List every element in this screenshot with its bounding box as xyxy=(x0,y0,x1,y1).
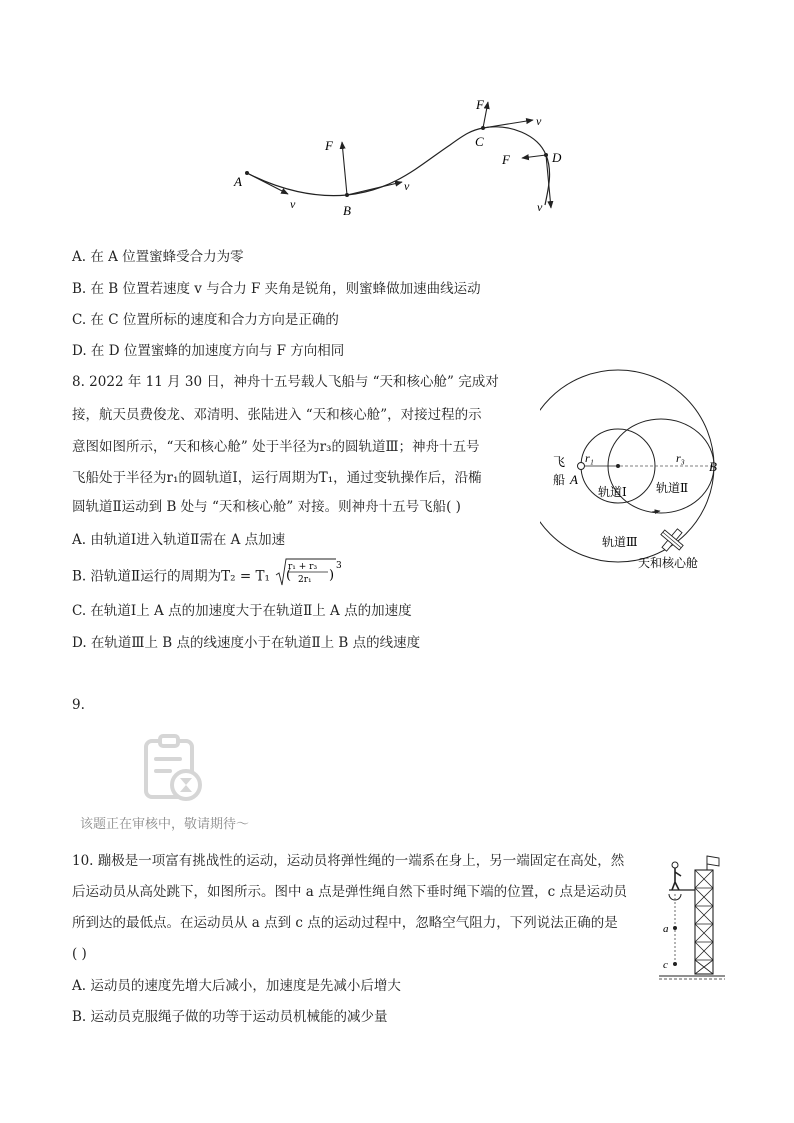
label-f-d: F xyxy=(502,152,510,167)
svg-text:(: ( xyxy=(286,568,292,583)
label-v-d: v xyxy=(537,200,543,214)
velocity-arrow-a xyxy=(247,173,288,194)
q10-option-a: A. 运动员的速度先增大后减小，加速度是先减小后增大 xyxy=(72,978,401,994)
label-a: A xyxy=(234,174,242,189)
formula-num: r₁ + r₃ xyxy=(288,562,318,572)
label-r3: r₃ xyxy=(676,451,685,465)
label-station: 天和核心舱 xyxy=(638,556,699,570)
label-orbit-3: 轨道Ⅲ xyxy=(602,535,638,549)
bungee-tower-figure xyxy=(655,852,727,984)
label-b: B xyxy=(343,203,351,218)
q10-stem-line-3: 所到达的最低点。在运动员从 a 点到 c 点的运动过程中，忽略空气阻力，下列说法正确的是 xyxy=(72,915,618,931)
clipboard-hourglass-icon xyxy=(140,733,210,805)
force-arrow-b xyxy=(342,142,347,195)
force-arrow-d xyxy=(522,155,546,158)
q8-option-d: D. 在轨道Ⅲ上 B 点的线速度小于在轨道Ⅱ上 B 点的线速度 xyxy=(72,635,421,651)
velocity-arrow-c xyxy=(483,120,533,128)
bee-trajectory-figure xyxy=(220,90,580,225)
q7-option-c: C. 在 C 位置所标的速度和合力方向是正确的 xyxy=(72,312,339,328)
label-ship-1: 飞 xyxy=(553,455,566,469)
label-v-b: v xyxy=(404,179,410,193)
q8-stem-line-2: 接，航天员费俊龙、邓清明、张陆进入 “天和核心舱”，对接过程的示 xyxy=(72,407,482,423)
q7-option-d: D. 在 D 位置蜜蜂的加速度方向与 F 方向相同 xyxy=(72,343,345,359)
review-notice: 该题正在审核中，敬请期待～ xyxy=(80,817,250,832)
q8-option-b xyxy=(72,561,354,589)
q10-stem-line-1: 10. 蹦极是一项富有挑战性的运动，运动员将弹性绳的一端系在身上，另一端固定在高处，然 xyxy=(72,853,625,869)
formula-den: 2r₁ xyxy=(298,575,312,585)
label-a: A xyxy=(570,472,578,487)
label-a: a xyxy=(663,923,669,935)
velocity-arrow-b xyxy=(347,182,402,195)
q9-number: 9. xyxy=(72,697,85,713)
q7-option-a: A. 在 A 位置蜜蜂受合力为零 xyxy=(72,249,244,265)
q8-option-a: A. 由轨道Ⅰ进入轨道Ⅱ需在 A 点加速 xyxy=(72,532,286,548)
ship-a xyxy=(578,463,585,470)
q10-stem-line-2: 后运动员从高处跳下，如图所示。图中 a 点是弹性绳自然下垂时绳下端的位置，c 点是运动员 xyxy=(72,884,627,900)
q8-option-b-formula xyxy=(274,557,354,589)
label-orbit-2: 轨道Ⅱ xyxy=(656,481,689,495)
label-f-c: F xyxy=(476,97,484,112)
label-orbit-1: 轨道Ⅰ xyxy=(598,485,627,499)
q8-option-b-text: B. 沿轨道Ⅱ运行的周期为T₂ = T₁ xyxy=(72,568,270,585)
label-v-a: v xyxy=(290,197,296,211)
q10-option-b: B. 运动员克服绳子做的功等于运动员机械能的减少量 xyxy=(72,1009,388,1025)
q8-stem-line-5: 圆轨道Ⅱ运动到 B 处与 “天和核心舱” 对接。则神舟十五号飞船( ) xyxy=(72,499,461,515)
label-ship-2: 船 xyxy=(553,473,566,487)
label-b: B xyxy=(709,459,717,474)
formula-exp: 3 xyxy=(336,561,342,571)
q8-option-c: C. 在轨道Ⅰ上 A 点的加速度大于在轨道Ⅱ上 A 点的加速度 xyxy=(72,603,412,619)
q8-stem-line-4: 飞船处于半径为r₁的圆轨道Ⅰ，运行周期为T₁，通过变轨操作后，沿椭 xyxy=(72,470,482,486)
label-c: C xyxy=(475,134,484,149)
label-c: c xyxy=(663,959,668,971)
label-r1: r₁ xyxy=(585,451,594,465)
q8-stem-line-3: 意图如图所示，“天和核心舱” 处于半径为r₃的圆轨道Ⅲ；神舟十五号 xyxy=(72,439,480,455)
q8-stem-line-1: 8. 2022 年 11 月 30 日，神舟十五号载人飞船与 “天和核心舱” 完成对 xyxy=(72,374,499,390)
q7-option-b: B. 在 B 位置若速度 v 与合力 F 夹角是锐角，则蜜蜂做加速曲线运动 xyxy=(72,281,481,297)
q10-stem-line-4: ( ) xyxy=(72,946,87,962)
label-d: D xyxy=(552,150,562,165)
label-f-b: F xyxy=(325,138,333,153)
label-v-c: v xyxy=(536,114,542,128)
orbit-figure xyxy=(540,364,780,576)
svg-text:): ) xyxy=(329,568,335,583)
